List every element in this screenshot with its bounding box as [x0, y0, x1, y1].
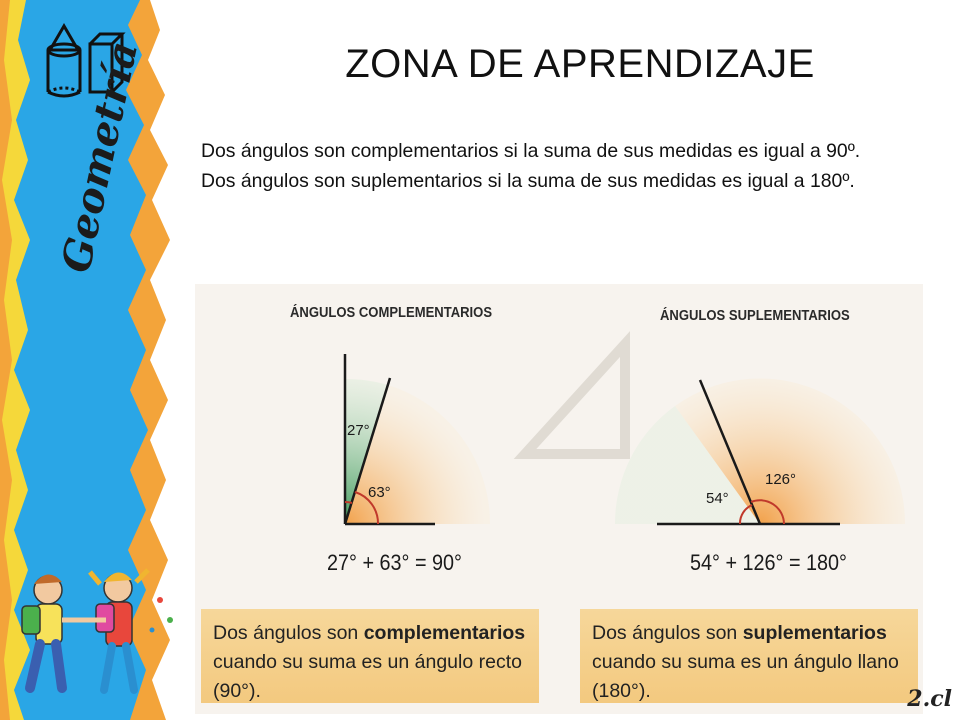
- supplementary-sum: 54° + 126° = 180°: [690, 550, 847, 575]
- complementary-note-bold: complementarios: [363, 622, 526, 644]
- supplementary-note: [580, 609, 918, 703]
- complementary-heading: ÁNGULOS COMPLEMENTARIOS: [290, 305, 493, 321]
- complementary-note-prefix: Dos ángulos son: [213, 622, 364, 644]
- page-title: ZONA DE APRENDIZAJE: [345, 42, 815, 86]
- angle-label-126: 126°: [765, 471, 797, 488]
- angle-label-63: 63°: [368, 484, 391, 501]
- brand-wordmark: Geometría: [52, 37, 148, 277]
- supplementary-heading: ÁNGULOS SUPLEMENTARIOS: [660, 308, 850, 324]
- textbook-figure: [195, 284, 923, 714]
- complementary-definition: Dos ángulos son complementarios si la suma de sus medidas es igual a 90º.: [201, 140, 861, 162]
- supplementary-note-bold: suplementarios: [742, 622, 887, 644]
- children-illustration: [0, 560, 185, 720]
- site-watermark: 2.cl: [907, 686, 952, 712]
- definitions-text: [201, 136, 937, 196]
- supplementary-note-suffix: cuando su suma es un ángulo llano (180°).: [592, 651, 899, 702]
- supplementary-definition: Dos ángulos son suplementarios si la suma de sus medidas es igual a 180º.: [201, 170, 855, 192]
- complementary-sum: 27° + 63° = 90°: [327, 550, 462, 575]
- supplementary-note-prefix: Dos ángulos son: [592, 622, 743, 644]
- angle-label-27: 27°: [347, 422, 370, 439]
- angle-label-54: 54°: [706, 490, 729, 507]
- complementary-note: [201, 609, 539, 703]
- decorative-side-band: [0, 0, 190, 720]
- complementary-note-suffix: cuando su suma es un ángulo recto (90°).: [213, 651, 522, 702]
